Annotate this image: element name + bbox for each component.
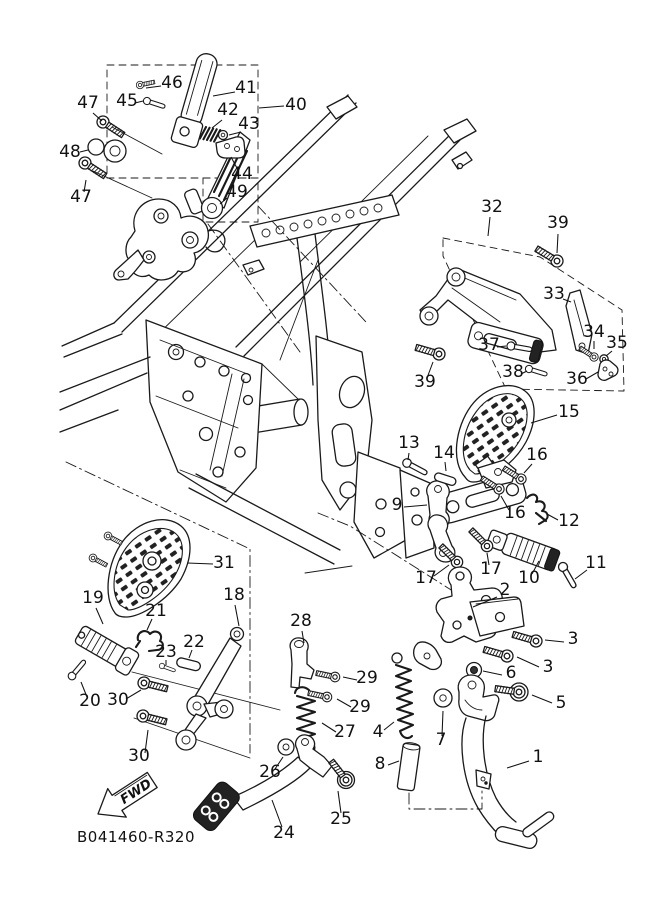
part-label-43: 43 xyxy=(238,114,260,134)
leader-line-15 xyxy=(531,415,557,423)
part-label-28: 28 xyxy=(290,611,312,631)
part-label-3: 3 xyxy=(567,629,579,649)
part-label-39: 39 xyxy=(414,372,436,392)
pin-20 xyxy=(67,658,88,681)
part-label-38: 38 xyxy=(502,362,524,382)
damper-48 xyxy=(88,139,104,155)
leader-line-42 xyxy=(212,120,222,128)
part-label-7: 7 xyxy=(435,730,447,750)
part-label-22: 22 xyxy=(183,632,205,652)
part-label-5: 5 xyxy=(555,693,567,713)
part-label-32: 32 xyxy=(481,197,503,217)
part-label-10: 10 xyxy=(518,568,540,588)
spring-4-hook xyxy=(392,653,402,663)
part-label-6: 6 xyxy=(505,663,517,683)
bracket-28 xyxy=(290,638,314,688)
leader-line-41 xyxy=(213,92,235,96)
part-label-15: 15 xyxy=(558,402,580,422)
part-label-2: 2 xyxy=(499,580,511,600)
leader-line-3 xyxy=(517,657,539,667)
leader-line-4 xyxy=(384,722,394,730)
part-label-31: 31 xyxy=(213,553,235,573)
bolt-3-top xyxy=(511,629,543,649)
motorcycle-frame xyxy=(60,95,476,564)
leader-line-48 xyxy=(80,150,88,152)
part-label-20: 20 xyxy=(79,691,101,711)
part-label-14: 14 xyxy=(433,443,455,463)
part-label-24: 24 xyxy=(273,823,295,843)
part-label-27: 27 xyxy=(334,722,356,742)
part-label-44: 44 xyxy=(231,164,253,184)
screw-31b xyxy=(88,553,109,569)
leader-line-39 xyxy=(557,234,558,253)
leader-line-3 xyxy=(545,640,564,642)
part-label-17: 17 xyxy=(415,568,437,588)
leader-line-29 xyxy=(343,677,357,680)
part-label-30: 30 xyxy=(107,690,129,710)
pin-22 xyxy=(176,657,201,672)
part-label-29: 29 xyxy=(356,668,378,688)
leader-line-8 xyxy=(388,761,399,765)
screw-31a xyxy=(103,531,124,547)
part-label-11: 11 xyxy=(585,553,607,573)
washer-43 xyxy=(219,131,228,140)
bolt-49 xyxy=(202,198,223,219)
bolt-39-bottom xyxy=(414,342,446,362)
part-label-33: 33 xyxy=(543,284,565,304)
part-label-16: 16 xyxy=(504,503,526,523)
fwd-arrow xyxy=(89,766,161,829)
side-stand-group xyxy=(392,567,556,850)
pin-23 xyxy=(159,663,177,674)
screw-46 xyxy=(136,78,156,89)
leader-line-40 xyxy=(259,106,284,108)
part-label-25: 25 xyxy=(330,809,352,829)
drawing-code: B041460-R320 xyxy=(77,828,196,846)
leader-line-5 xyxy=(532,695,552,703)
bolt-3-bottom xyxy=(482,644,514,664)
leader-line-19 xyxy=(96,608,103,624)
plate-36 xyxy=(598,360,618,380)
spring-12 xyxy=(527,495,548,524)
pin-11 xyxy=(557,561,579,590)
part-label-29: 29 xyxy=(349,697,371,717)
stand-latch xyxy=(414,642,442,669)
leader-line-16 xyxy=(524,464,532,473)
bolt-47-top xyxy=(95,114,127,140)
pin-38 xyxy=(525,365,549,378)
part-label-49: 49 xyxy=(226,182,248,202)
bolt-30-top xyxy=(137,676,169,695)
part-label-46: 46 xyxy=(161,73,183,93)
leader-line-46 xyxy=(146,86,161,88)
leader-line-18 xyxy=(235,605,239,626)
leader-line-14 xyxy=(445,462,446,471)
washer-26 xyxy=(278,739,294,755)
part-label-35: 35 xyxy=(606,333,628,353)
part-label-45: 45 xyxy=(116,91,138,111)
part-label-40: 40 xyxy=(285,95,307,115)
part-label-17: 17 xyxy=(480,559,502,579)
part-label-23: 23 xyxy=(155,642,177,662)
part-label-18: 18 xyxy=(223,585,245,605)
pedal-pad-24 xyxy=(191,779,243,833)
bolt-30-bottom xyxy=(136,709,168,728)
part-label-34: 34 xyxy=(583,322,605,342)
part-label-42: 42 xyxy=(217,100,239,120)
part-label-13: 13 xyxy=(398,433,420,453)
fwd-arrow-label: FWD xyxy=(117,776,155,808)
footrest-peg-19 xyxy=(73,622,141,676)
leader-line-6 xyxy=(483,671,502,675)
part-label-26: 26 xyxy=(259,762,281,782)
part-label-30: 30 xyxy=(128,746,150,766)
bolt-29-top xyxy=(315,668,340,682)
part-label-21: 21 xyxy=(145,601,167,621)
spring-4 xyxy=(396,665,413,738)
part-label-12: 12 xyxy=(558,511,580,531)
part-label-39: 39 xyxy=(547,213,569,233)
leader-line-31 xyxy=(187,563,213,564)
part-label-48: 48 xyxy=(59,142,81,162)
washer-7 xyxy=(434,689,452,707)
part-label-9: 9 xyxy=(391,495,403,515)
pin-45 xyxy=(142,96,166,110)
collar-8 xyxy=(397,742,420,791)
part-label-3: 3 xyxy=(542,657,554,677)
part-label-1: 1 xyxy=(532,747,544,767)
plate-44 xyxy=(216,137,245,158)
part-label-19: 19 xyxy=(82,588,104,608)
leader-line-1 xyxy=(507,761,529,768)
part-label-36: 36 xyxy=(566,369,588,389)
part-label-47: 47 xyxy=(77,93,99,113)
part-label-4: 4 xyxy=(372,722,384,742)
leader-line-32 xyxy=(488,217,490,236)
part-label-47: 47 xyxy=(70,187,92,207)
part-label-41: 41 xyxy=(235,78,257,98)
part-label-16: 16 xyxy=(526,445,548,465)
bolt-47-bottom xyxy=(77,155,109,181)
part-label-37: 37 xyxy=(478,335,500,355)
part-label-8: 8 xyxy=(374,754,386,774)
